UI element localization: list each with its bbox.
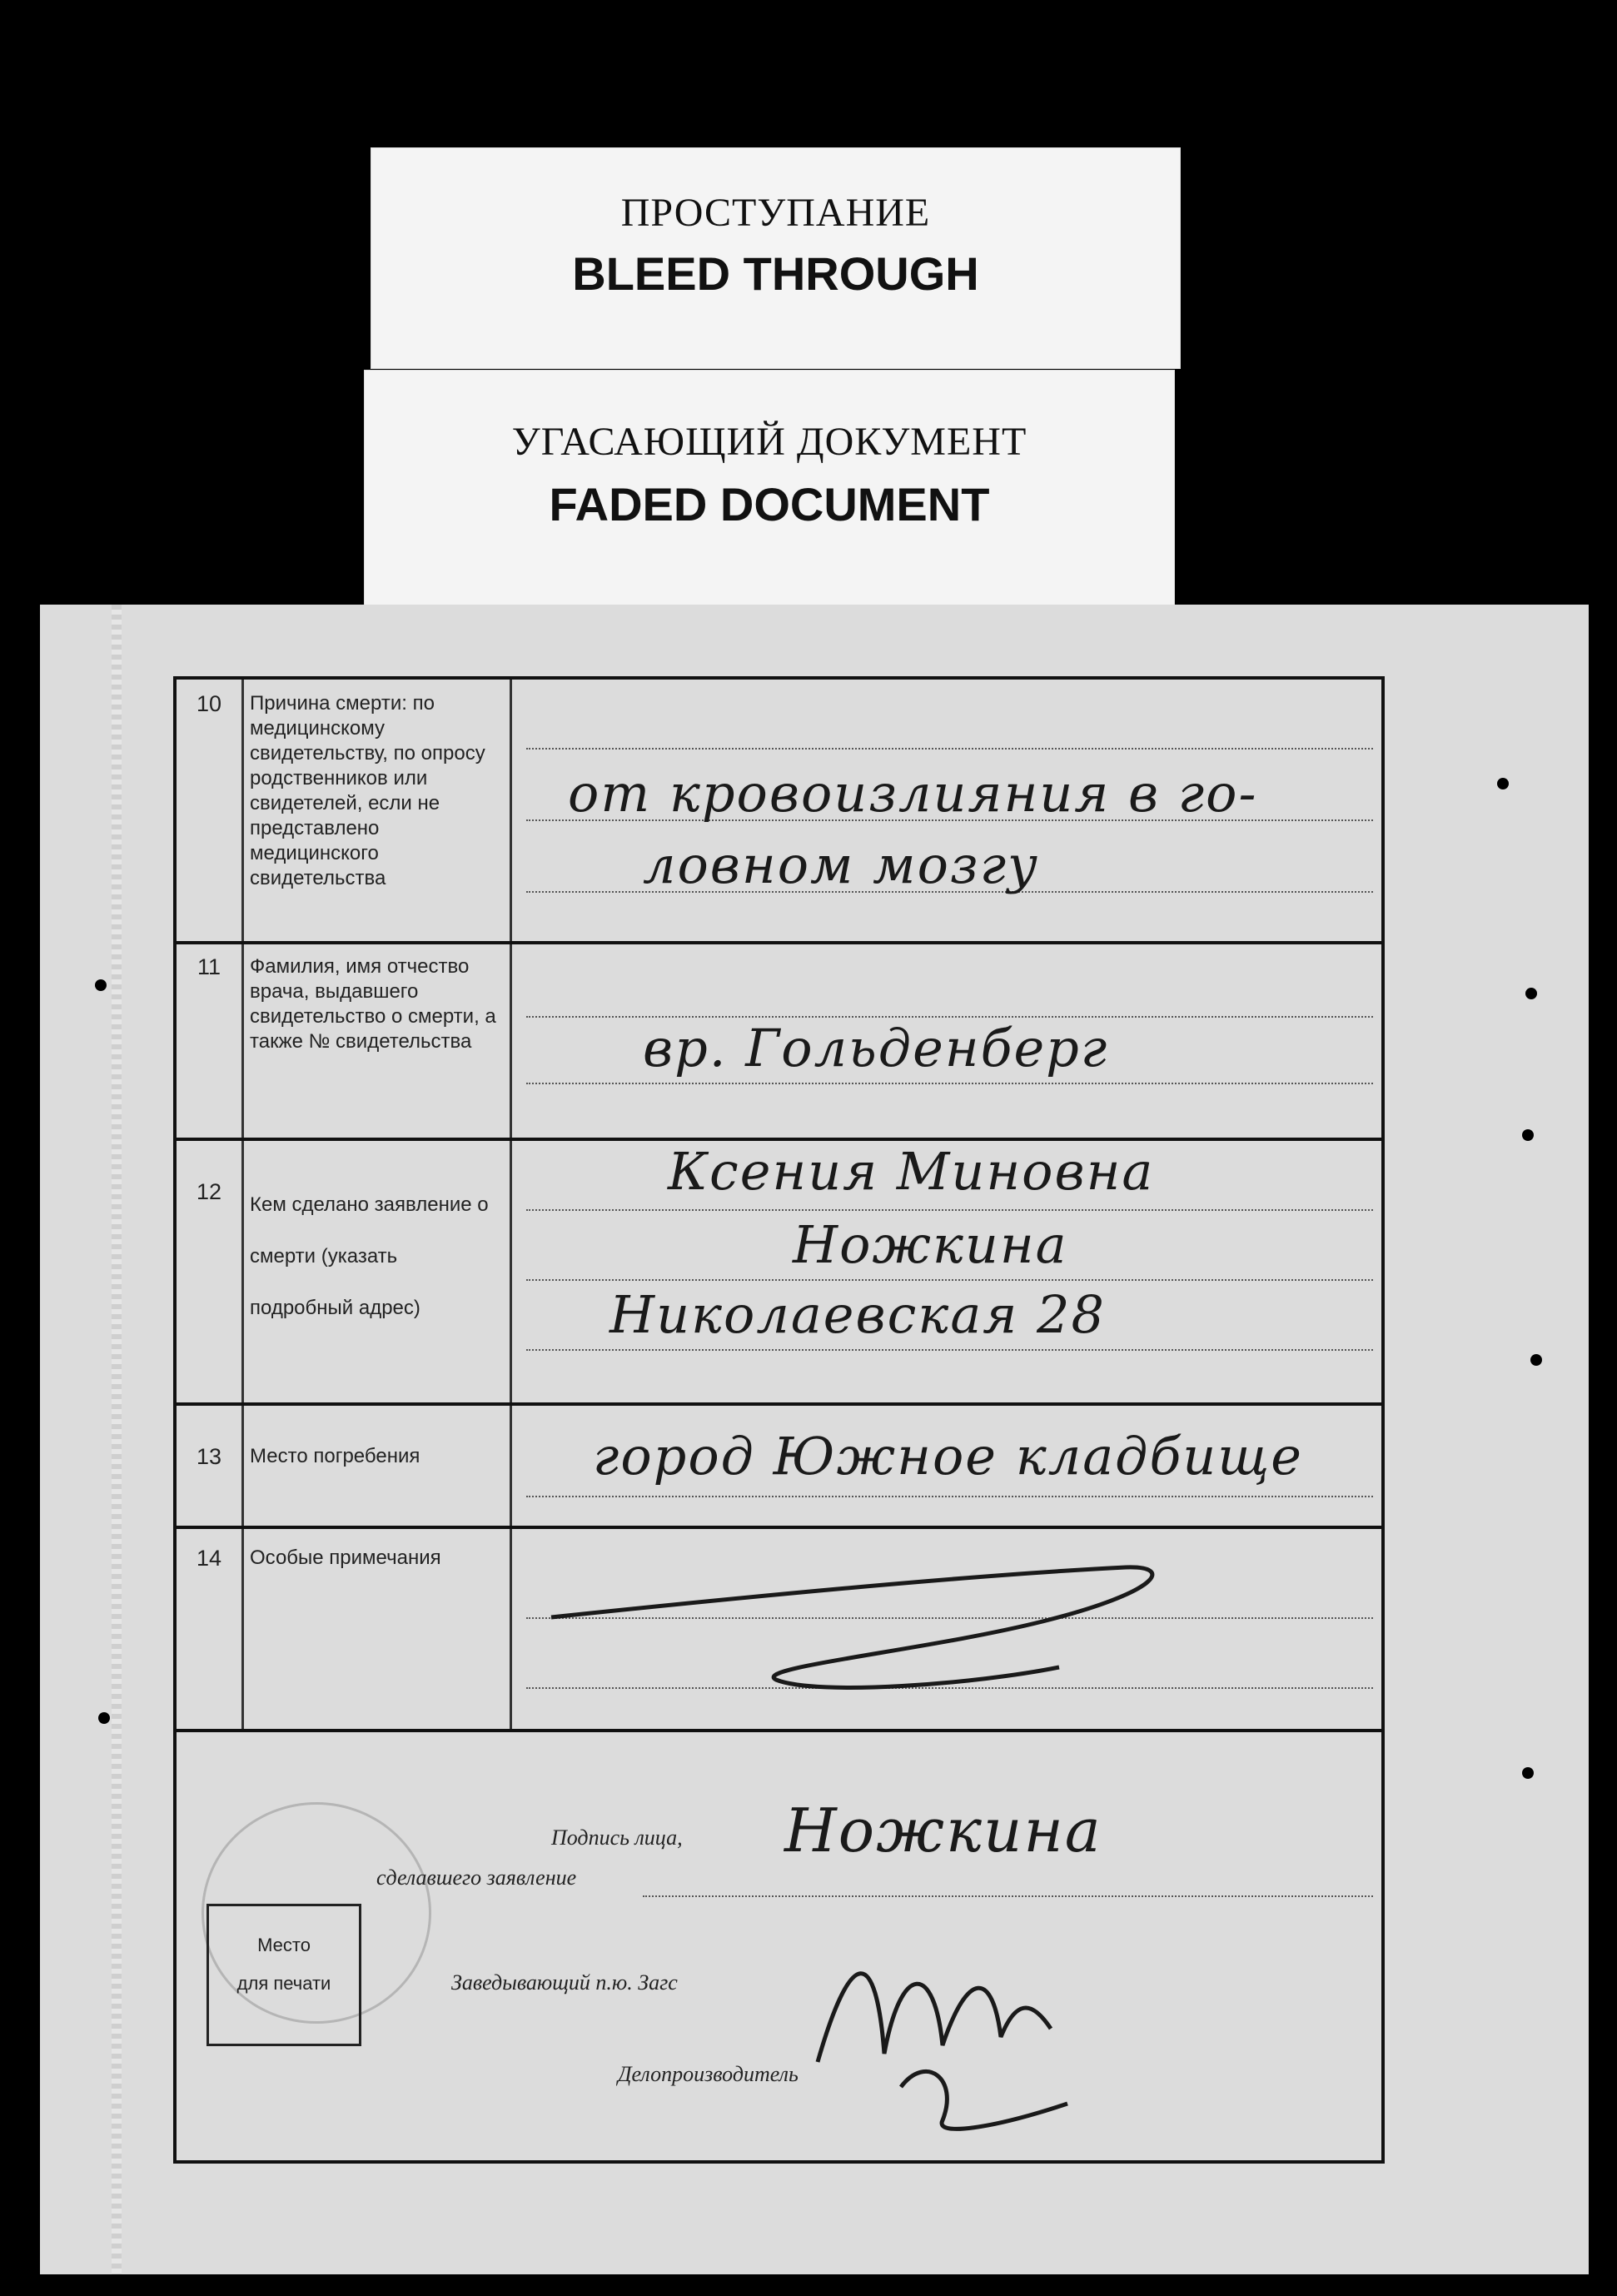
row-doctor (177, 941, 1381, 1141)
registrar-label: Заведывающий п.ю. Загс (451, 1970, 678, 1995)
handwritten-entry: Ножкина (793, 1214, 1068, 1275)
bleed-through-label (371, 148, 1180, 368)
signature-section (177, 1729, 1381, 2160)
signature-label: Подпись лица, (551, 1825, 683, 1850)
row-label: Кем сделано заявление о смерти (указать подробный адрес) (250, 1193, 489, 1319)
handwritten-entry: вр. Гольденберг (643, 1018, 1109, 1078)
faded-document-en: FADED DOCUMENT (549, 478, 990, 530)
registrar-signature (801, 1912, 1084, 2145)
row-special-notes (177, 1526, 1381, 1732)
handwritten-entry: от кровоизлияния в го- (568, 763, 1258, 824)
row-number: 11 (197, 954, 221, 979)
fill-line (526, 1349, 1373, 1351)
row-number: 13 (196, 1444, 222, 1469)
punch-hole (1525, 988, 1537, 999)
handwritten-entry: Николаевская 28 (609, 1284, 1106, 1345)
fill-line (526, 1083, 1373, 1084)
handwritten-entry: ловном мозгу (643, 834, 1040, 895)
perforated-edge (112, 605, 122, 2274)
punch-hole (1530, 1354, 1542, 1366)
punch-hole (1497, 778, 1509, 789)
fill-line (526, 1496, 1373, 1497)
fill-line (526, 748, 1373, 750)
strike-through-scribble (543, 1542, 1292, 1709)
punch-hole (98, 1712, 110, 1724)
faded-document-ru: УГАСАЮЩИЙ ДОКУМЕНТ (511, 420, 1027, 464)
fill-line (526, 1279, 1373, 1281)
stamp-placeholder (206, 1904, 361, 2046)
bleed-through-en: BLEED THROUGH (572, 247, 979, 300)
punch-hole (95, 979, 107, 991)
punch-hole (1522, 1767, 1534, 1779)
row-burial-place (177, 1402, 1381, 1529)
death-record-form (173, 676, 1385, 2164)
fill-line (526, 1209, 1373, 1211)
clerk-label: Делопроизводитель (618, 2062, 799, 2086)
handwritten-entry: город Южное кладбище (593, 1426, 1303, 1487)
row-declarant (177, 1138, 1381, 1406)
row-cause-of-death (177, 680, 1381, 944)
faded-document-label (365, 371, 1174, 605)
row-number: 10 (196, 691, 222, 716)
stamp-label: для печати (236, 1973, 331, 1994)
row-number: 14 (196, 1546, 222, 1571)
handwritten-entry: Ксения Миновна (668, 1141, 1155, 1202)
row-label: Особые примечания (250, 1546, 441, 1569)
punch-hole (1522, 1129, 1534, 1141)
row-label: Место погребения (250, 1445, 420, 1467)
document-sheet (40, 605, 1589, 2274)
fill-line (643, 1895, 1373, 1897)
signature-label: сделавшего заявление (376, 1865, 577, 1890)
stamp-label: Место (257, 1935, 311, 1955)
row-number: 12 (196, 1179, 222, 1204)
row-label: Фамилия, имя отчество врача, выдавшего свидетельство о смерти, а также № свидетельства (250, 955, 496, 1053)
declarant-signature: Ножкина (784, 1795, 1102, 1865)
bleed-through-ru: ПРОСТУПАНИЕ (620, 191, 931, 235)
row-label: Причина смерти: по медицинскому свидетельству, по опросу родственников или свидетелей, если не представлено медицинского свидетельства (250, 692, 485, 889)
